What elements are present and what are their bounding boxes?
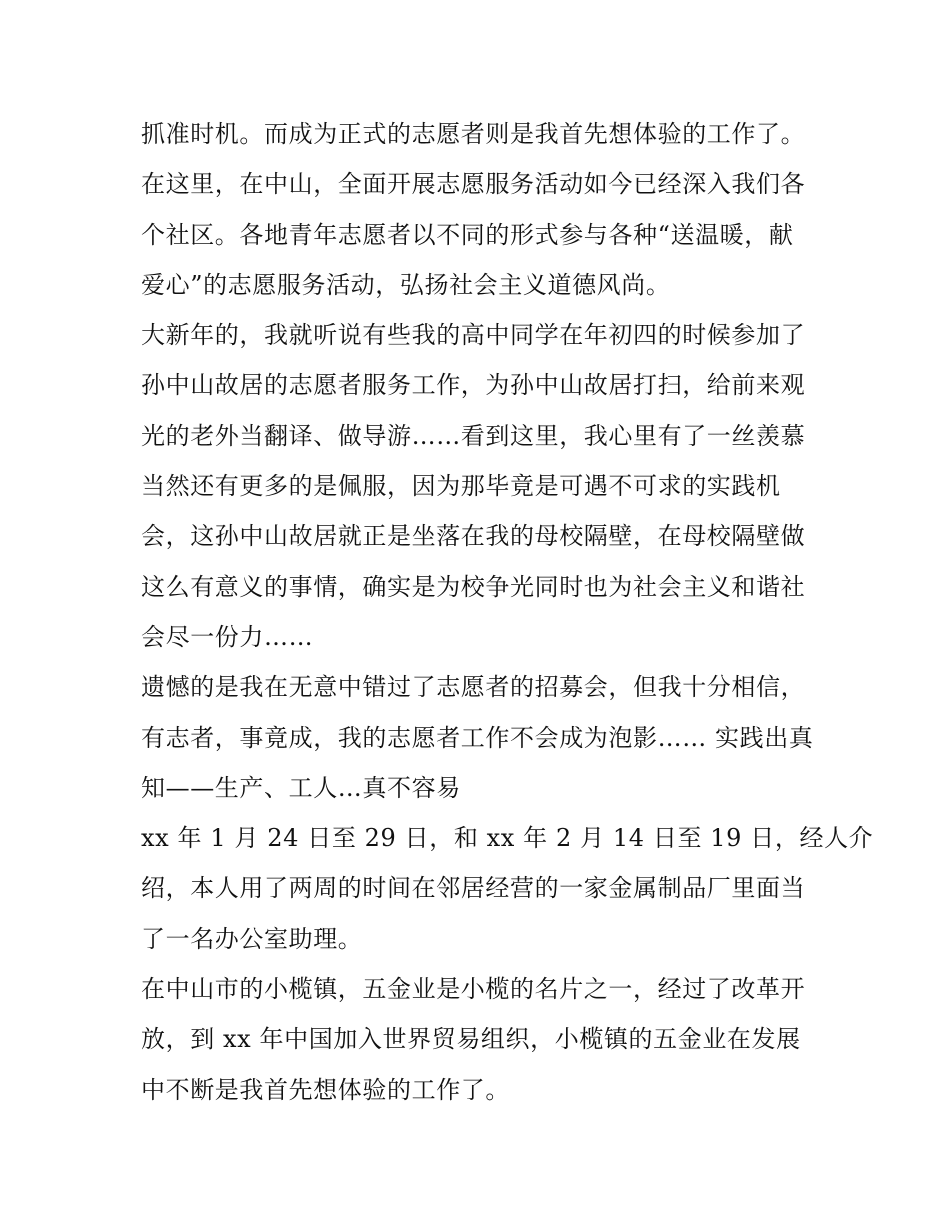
text-line: 知——生产、工人…真不容易 bbox=[141, 773, 461, 802]
text-line: 了一名办公室助理。 bbox=[141, 924, 363, 953]
body-text bbox=[141, 109, 874, 1115]
text-line: 有志者，事竟成，我的志愿者工作不会成为泡影…… 实践出真 bbox=[141, 723, 814, 752]
text-line: 在这里，在中山，全面开展志愿服务活动如今已经深入我们各 bbox=[141, 170, 806, 199]
text-line: 会尽一份力…… bbox=[141, 622, 314, 651]
text-line: 光的老外当翻译、做导游……看到这里，我心里有了一丝羡慕 bbox=[141, 421, 806, 450]
text-line: 在中山市的小榄镇，五金业是小榄的名片之一，经过了改革开 bbox=[141, 975, 806, 1004]
text-line: 大新年的，我就听说有些我的高中同学在年初四的时候参加了 bbox=[141, 321, 806, 350]
text-line: 孙中山故居的志愿者服务工作，为孙中山故居打扫，给前来观 bbox=[141, 371, 806, 400]
text-line: 放，到 xx 年中国加入世界贸易组织，小榄镇的五金业在发展 bbox=[141, 1025, 801, 1054]
text-line: 会，这孙中山故居就正是坐落在我的母校隔壁，在母校隔壁做 bbox=[141, 522, 806, 551]
text-line: 绍，本人用了两周的时间在邻居经营的一家金属制品厂里面当 bbox=[141, 874, 806, 903]
text-line: 当然还有更多的是佩服，因为那毕竟是可遇不可求的实践机 bbox=[141, 472, 781, 501]
text-line: 个社区。各地青年志愿者以不同的形式参与各种“送温暖，献 bbox=[141, 220, 794, 249]
text-line: 这么有意义的事情，确实是为校争光同时也为社会主义和谐社 bbox=[141, 572, 806, 601]
text-line: 抓准时机。而成为正式的志愿者则是我首先想体验的工作了。 bbox=[141, 120, 806, 148]
text-line: 爱心”的志愿服务活动，弘扬社会主义道德风尚。 bbox=[141, 270, 671, 299]
text-line: xx 年 1 月 24 日至 29 日，和 xx 年 2 月 14 日至 19 日，经人介 bbox=[141, 824, 874, 853]
text-line: 遗憾的是我在无意中错过了志愿者的招募会，但我十分相信， bbox=[141, 673, 806, 702]
text-line: 中不断是我首先想体验的工作了。 bbox=[141, 1075, 510, 1104]
